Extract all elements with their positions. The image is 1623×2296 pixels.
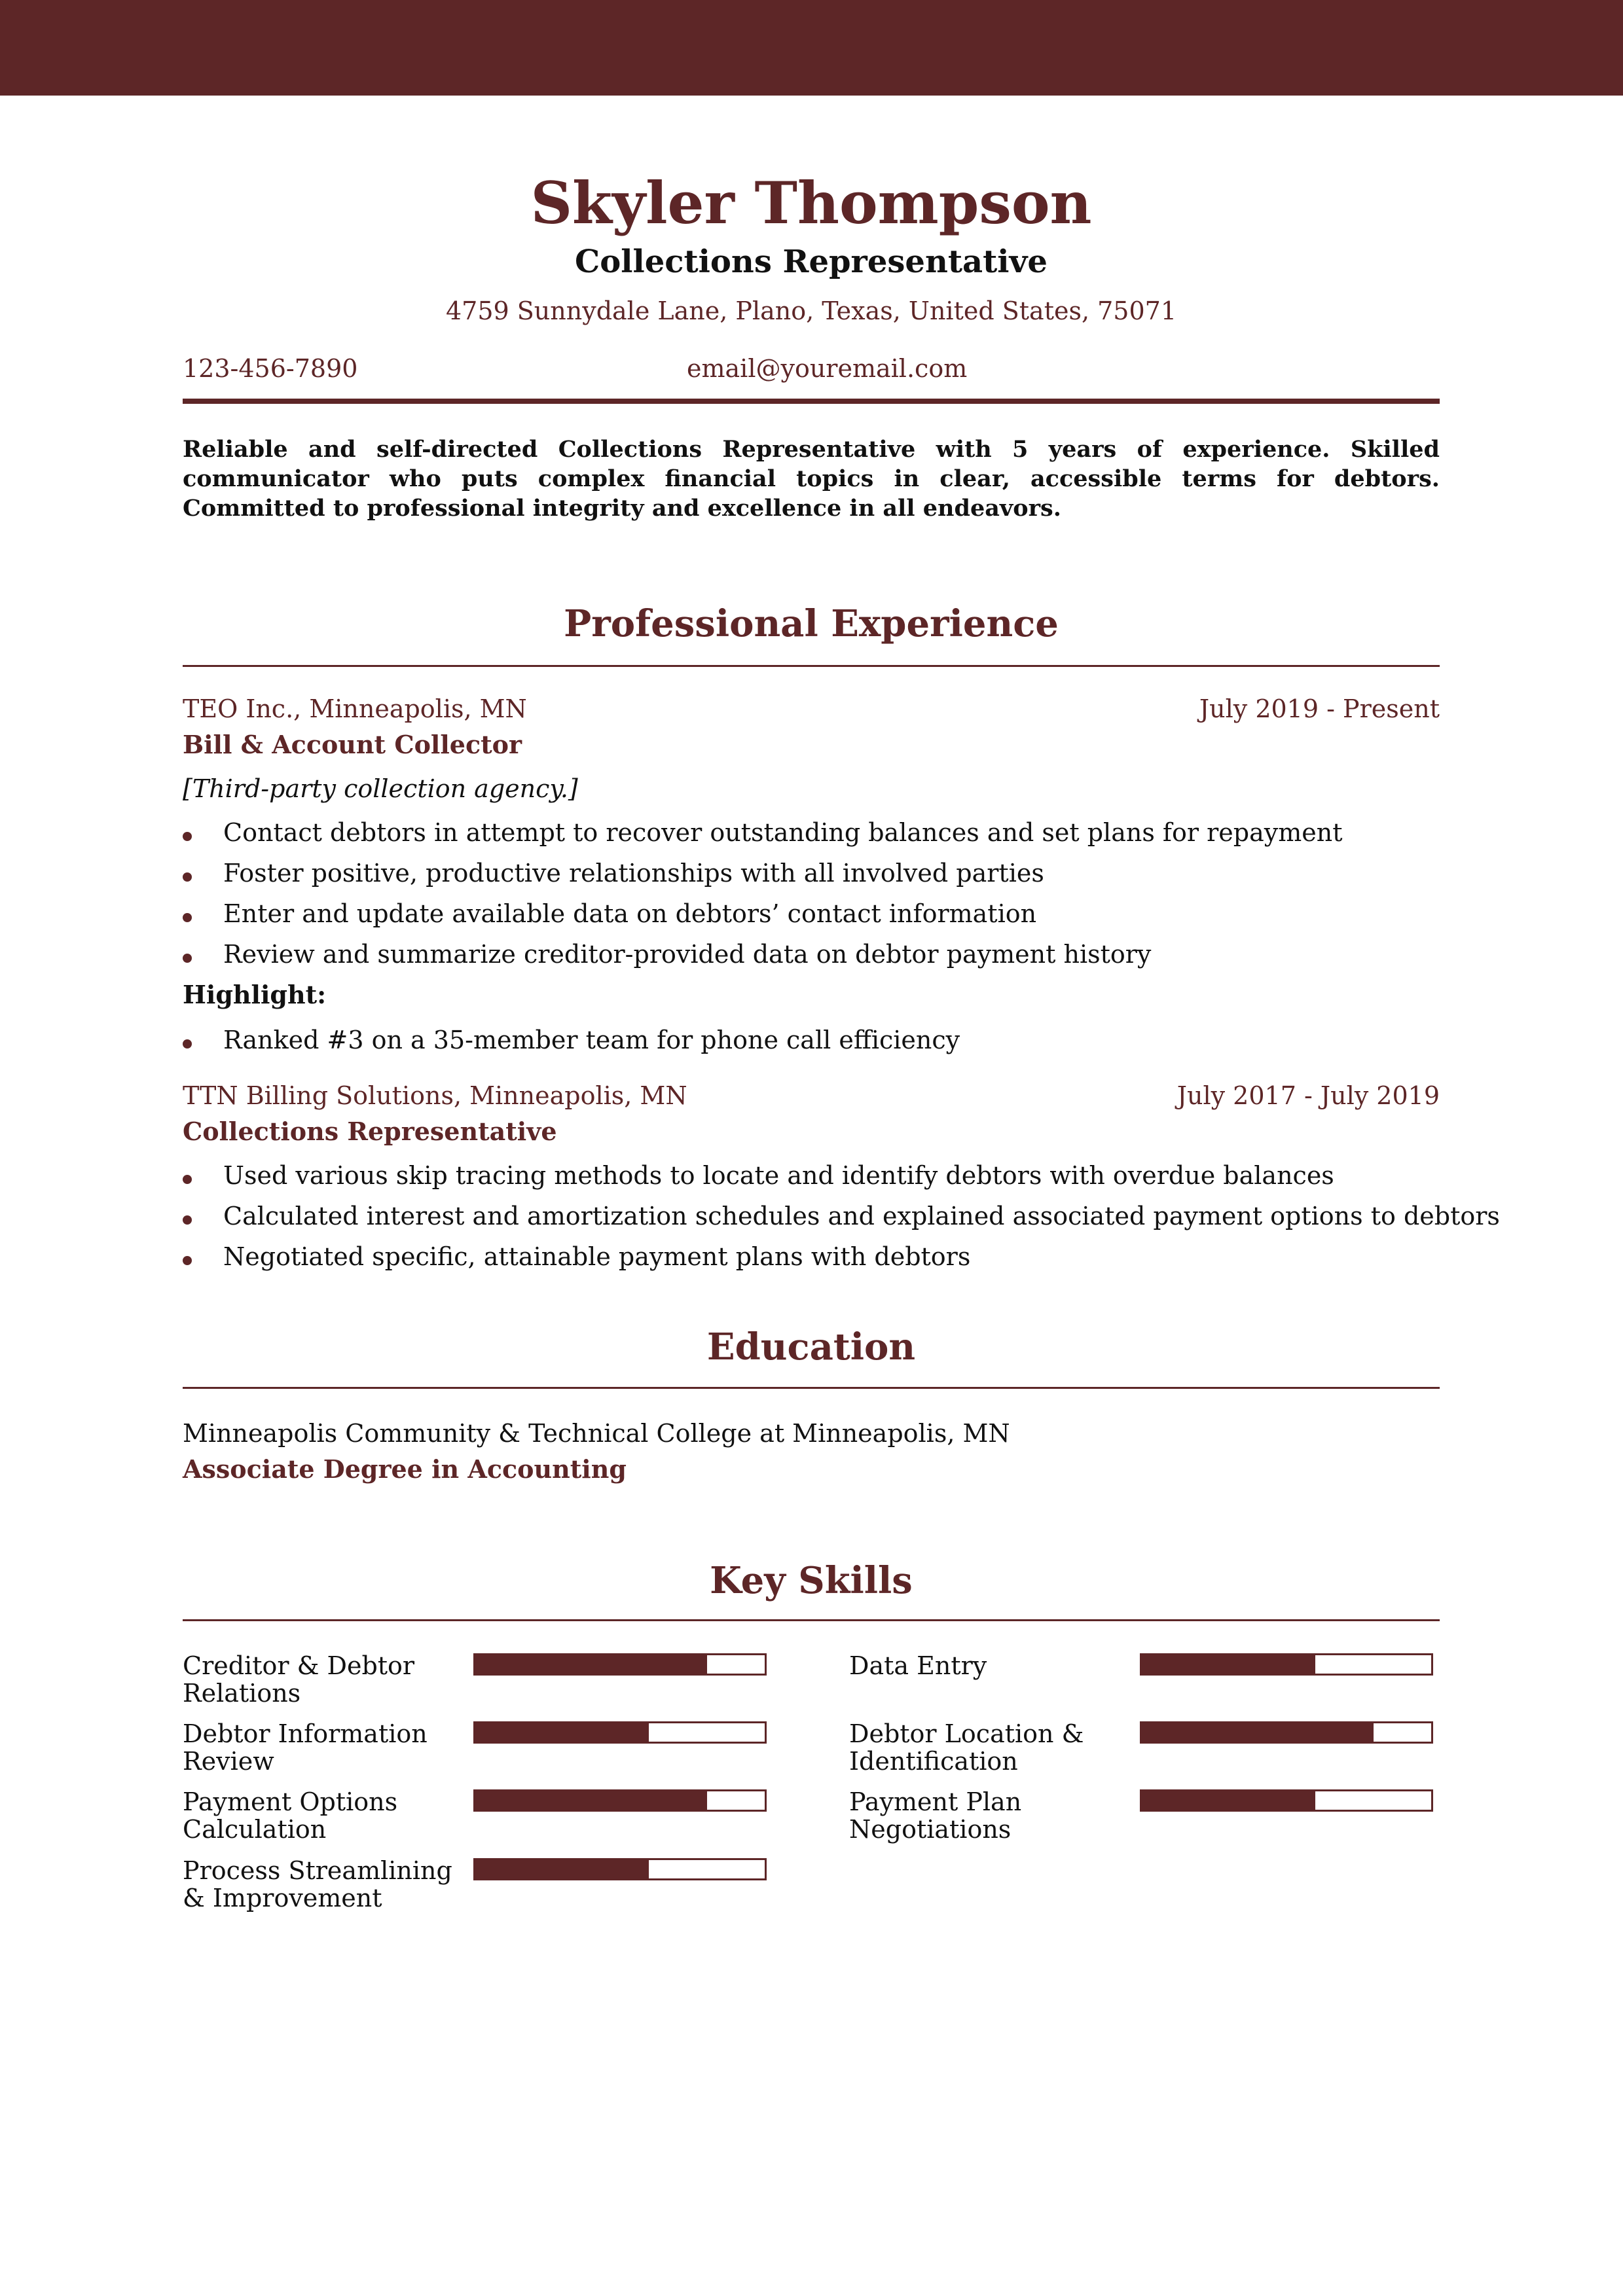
skill-label: Payment Plan Negotiations <box>849 1787 1022 1844</box>
skill-meter <box>473 1858 767 1880</box>
bullet-dot-icon <box>183 1215 192 1225</box>
skill-label: Debtor Information Review <box>183 1719 428 1776</box>
bullet-dot-icon <box>183 1175 192 1184</box>
job-1-title: Bill & Account Collector <box>183 730 522 759</box>
skill-meter-fill <box>475 1723 649 1742</box>
skill-meter-fill <box>1142 1723 1374 1742</box>
skill-label: Data Entry <box>849 1651 987 1680</box>
skill-label: Creditor & Debtor Relations <box>183 1651 415 1708</box>
job-2-company: TTN Billing Solutions, Minneapolis, MN <box>183 1081 687 1110</box>
skill-label: Payment Options Calculation <box>183 1787 398 1844</box>
skill-meter <box>1140 1721 1433 1744</box>
skill-meter <box>1140 1653 1433 1676</box>
job-1-bullets <box>183 812 1440 975</box>
job-1-highlight-label: Highlight: <box>183 980 327 1009</box>
bullet-dot-icon <box>183 872 192 882</box>
bullet-dot-icon <box>183 832 192 841</box>
job-2-dates: July 2017 - July 2019 <box>1176 1081 1440 1110</box>
skill-meter-fill <box>475 1860 649 1878</box>
skills-divider <box>183 1619 1440 1621</box>
top-banner <box>0 0 1623 96</box>
skill-label: Debtor Location & Identification <box>849 1719 1084 1776</box>
candidate-name: Skyler Thompson <box>530 169 1092 237</box>
skill-meter <box>473 1721 767 1744</box>
job-1-company: TEO Inc., Minneapolis, MN <box>183 694 527 723</box>
skill-meter-fill <box>475 1791 707 1810</box>
candidate-phone: 123-456-7890 <box>183 354 358 383</box>
education-degree: Associate Degree in Accounting <box>183 1454 627 1484</box>
job-1-highlights <box>183 1020 1440 1060</box>
candidate-role: Collections Representative <box>575 243 1048 280</box>
candidate-email: email@youremail.com <box>687 354 968 383</box>
job-2-title: Collections Representative <box>183 1117 557 1146</box>
education-section-title: Education <box>706 1325 916 1369</box>
skill-meter-fill <box>475 1655 707 1674</box>
skill-meter-fill <box>1142 1791 1315 1810</box>
candidate-address: 4759 Sunnydale Lane, Plano, Texas, United States, 75071 <box>445 296 1176 325</box>
list-item: Negotiated specific, attainable payment plans with debtors <box>183 1236 1440 1277</box>
skill-meter <box>473 1653 767 1676</box>
list-item: Used various skip tracing methods to locate and identify debtors with overdue balances <box>183 1155 1440 1196</box>
list-item: Foster positive, productive relationships with all involved parties <box>183 853 1440 893</box>
header-divider <box>183 399 1440 404</box>
skill-meter-fill <box>1142 1655 1315 1674</box>
experience-section-title: Professional Experience <box>564 602 1059 645</box>
skill-meter <box>1140 1789 1433 1812</box>
skills-section-title: Key Skills <box>710 1559 913 1602</box>
job-1-note: [Third-party collection agency.] <box>183 774 578 803</box>
summary-paragraph: Reliable and self-directed Collections Representative with 5 years of experience. Skilled communicator who puts complex financial topics in clear, accessible terms for debtors. Committed to professional integrity and excellence in all endeavors. <box>183 436 1440 522</box>
list-item: Enter and update available data on debtors’ contact information <box>183 893 1440 934</box>
bullet-dot-icon <box>183 954 192 963</box>
job-2-bullets <box>183 1155 1500 1277</box>
education-divider <box>183 1387 1440 1389</box>
list-item: Calculated interest and amortization schedules and explained associated payment options to debtors <box>183 1196 1440 1236</box>
bullet-dot-icon <box>183 1256 192 1265</box>
skill-meter <box>473 1789 767 1812</box>
list-item: Contact debtors in attempt to recover outstanding balances and set plans for repayment <box>183 812 1440 853</box>
experience-divider <box>183 665 1440 667</box>
job-1-dates: July 2019 - Present <box>1199 694 1440 723</box>
list-item: Ranked #3 on a 35-member team for phone call efficiency <box>183 1020 1440 1060</box>
bullet-dot-icon <box>183 913 192 922</box>
education-school: Minneapolis Community & Technical College at Minneapolis, MN <box>183 1419 1010 1448</box>
skill-label: Process Streamlining & Improvement <box>183 1856 452 1912</box>
bullet-dot-icon <box>183 1039 192 1049</box>
list-item: Review and summarize creditor-provided data on debtor payment history <box>183 934 1440 975</box>
